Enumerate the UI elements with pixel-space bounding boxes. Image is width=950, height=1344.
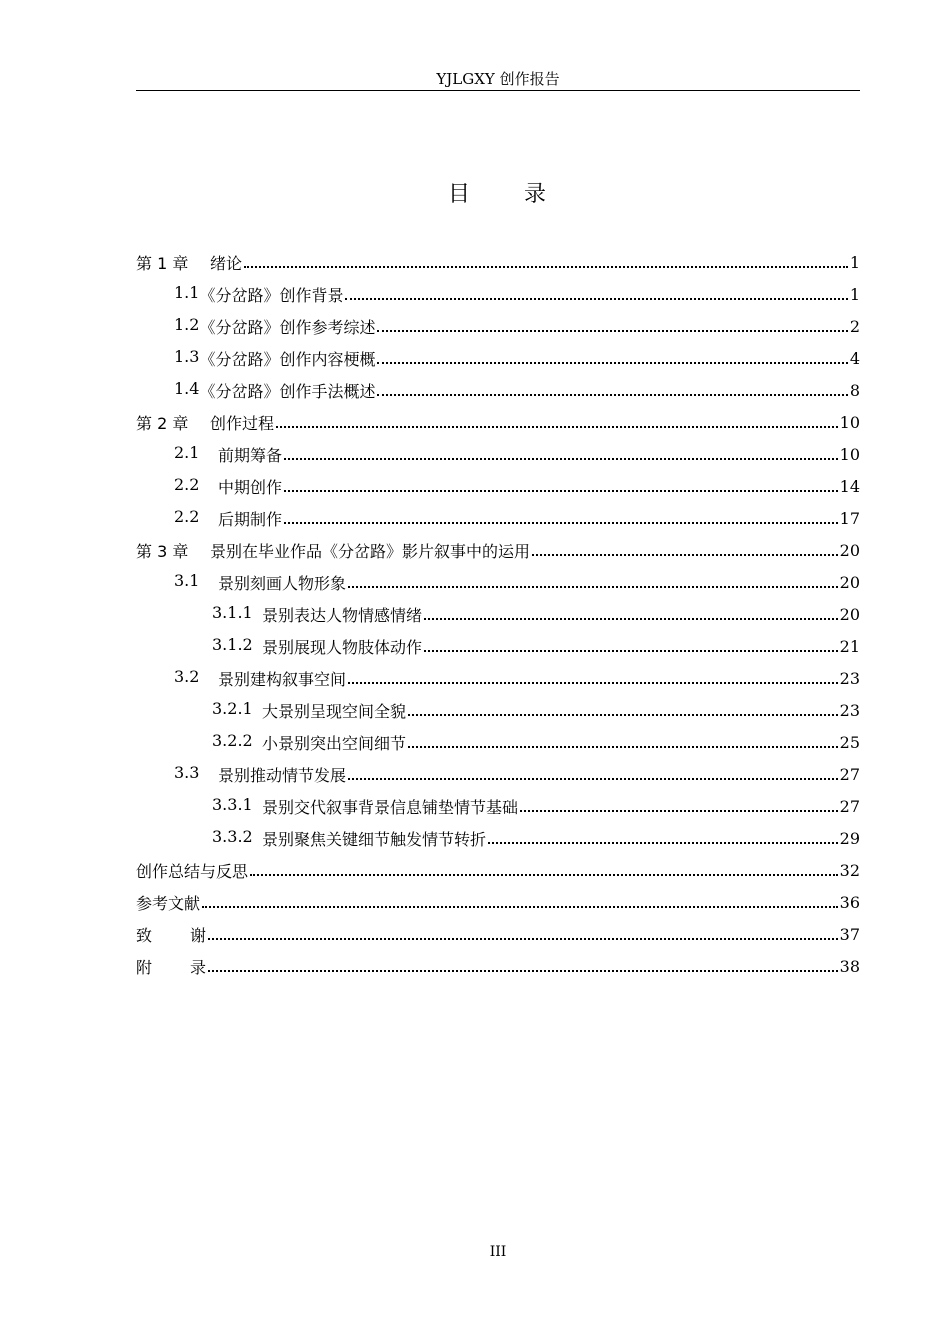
toc-entry-2-2-post[interactable]: [136, 502, 860, 534]
footer-page-number: III: [489, 1244, 507, 1260]
toc-entry-1-1[interactable]: [136, 278, 860, 310]
toc-number: 3.2.2: [212, 730, 253, 750]
toc-page: 23: [839, 700, 860, 720]
toc-entry-chapter-2[interactable]: [136, 406, 860, 438]
toc-page: 1: [849, 284, 860, 304]
toc-number: 2.1: [174, 442, 200, 462]
toc-text: 后期制作: [218, 509, 283, 529]
toc-leader: [488, 828, 838, 848]
toc-page: 20: [839, 604, 860, 624]
toc-text-right: 谢: [190, 925, 207, 945]
page-footer: [136, 1244, 860, 1260]
toc-entry-3-1[interactable]: [136, 566, 860, 598]
toc-text: 《分岔路》创作背景: [199, 285, 344, 305]
toc-entry-1-2[interactable]: [136, 310, 860, 342]
toc-page: 8: [849, 380, 860, 400]
toc-text-right: 录: [190, 957, 207, 977]
toc-text: 创作过程: [210, 413, 275, 433]
toc-entry-3-2-2[interactable]: [136, 726, 860, 758]
page-header: [136, 68, 860, 91]
header-text: YJLGXY 创作报告: [436, 70, 560, 88]
toc-leader: [284, 444, 838, 464]
toc-leader: [284, 476, 838, 496]
toc-number: 3.3: [174, 762, 200, 782]
toc-leader: [532, 540, 838, 560]
toc-number: 第 2 章: [136, 413, 189, 433]
toc-entry-3-1-1[interactable]: [136, 598, 860, 630]
toc-number: 1.3: [174, 346, 200, 366]
toc-text: 《分岔路》创作手法概述: [199, 381, 376, 401]
toc-leader: [202, 892, 838, 912]
toc-page: 37: [839, 924, 860, 944]
toc-page: 2: [849, 316, 860, 336]
toc-number: 2.2: [174, 474, 200, 494]
toc-number: 1.4: [174, 378, 200, 398]
toc-number: 3.2.1: [212, 698, 253, 718]
toc-leader: [250, 860, 838, 880]
toc-page: 32: [839, 860, 860, 880]
toc-leader: [520, 796, 838, 816]
toc-page: 10: [839, 444, 860, 464]
toc-text: 景别推动情节发展: [218, 765, 347, 785]
toc-leader: [284, 508, 838, 528]
table-of-contents: [136, 246, 860, 982]
toc-leader: [208, 956, 838, 976]
toc-entry-3-3-2[interactable]: [136, 822, 860, 854]
toc-entry-3-1-2[interactable]: [136, 630, 860, 662]
toc-number: 第 3 章: [136, 541, 189, 561]
toc-leader: [208, 924, 838, 944]
title-right: 录: [524, 182, 549, 207]
toc-text: 参考文献: [136, 893, 201, 913]
toc-text: 中期创作: [218, 477, 283, 497]
toc-text: 景别聚焦关键细节触发情节转折: [262, 829, 487, 849]
toc-entry-1-3[interactable]: [136, 342, 860, 374]
toc-number: 3.3.1: [212, 794, 253, 814]
toc-page: 10: [839, 412, 860, 432]
toc-leader: [345, 284, 847, 304]
toc-text: 《分岔路》创作内容梗概: [199, 349, 376, 369]
toc-page: 29: [839, 828, 860, 848]
toc-entry-2-1[interactable]: [136, 438, 860, 470]
toc-page: 36: [839, 892, 860, 912]
toc-text: 前期筹备: [218, 445, 283, 465]
toc-number: 3.2: [174, 666, 200, 686]
toc-number: 1.1: [174, 282, 200, 302]
toc-entry-acknowledgements[interactable]: [136, 918, 860, 950]
toc-leader: [408, 732, 838, 752]
toc-text: 景别交代叙事背景信息铺垫情节基础: [262, 797, 519, 817]
toc-page: 20: [839, 572, 860, 592]
toc-leader: [276, 412, 838, 432]
toc-entry-summary[interactable]: [136, 854, 860, 886]
toc-leader: [408, 700, 838, 720]
toc-page: 38: [839, 956, 860, 976]
toc-page: 4: [849, 348, 860, 368]
toc-entry-references[interactable]: [136, 886, 860, 918]
toc-text: 景别在毕业作品《分岔路》影片叙事中的运用: [210, 541, 531, 561]
toc-leader: [377, 316, 847, 336]
toc-text: 景别建构叙事空间: [218, 669, 347, 689]
toc-entry-2-2-mid[interactable]: [136, 470, 860, 502]
page-title: [136, 178, 860, 212]
toc-leader: [424, 636, 838, 656]
toc-leader: [424, 604, 838, 624]
toc-leader: [377, 348, 847, 368]
toc-entry-appendix[interactable]: [136, 950, 860, 982]
toc-entry-3-3[interactable]: [136, 758, 860, 790]
toc-number: 3.3.2: [212, 826, 253, 846]
toc-entry-3-2[interactable]: [136, 662, 860, 694]
toc-number: 3.1.1: [212, 602, 253, 622]
toc-number: 1.2: [174, 314, 200, 334]
toc-entry-1-4[interactable]: [136, 374, 860, 406]
toc-number: 第 1 章: [136, 253, 189, 273]
toc-leader: [348, 764, 838, 784]
toc-number: 3.1.2: [212, 634, 253, 654]
toc-page: 27: [839, 764, 860, 784]
toc-entry-chapter-1[interactable]: [136, 246, 860, 278]
toc-text: 景别表达人物情感情绪: [262, 605, 423, 625]
toc-page: 20: [839, 540, 860, 560]
toc-page: 17: [839, 508, 860, 528]
toc-page: 14: [839, 476, 860, 496]
toc-text: 创作总结与反思: [136, 861, 249, 881]
toc-page: 27: [839, 796, 860, 816]
toc-leader: [348, 668, 838, 688]
toc-leader: [244, 252, 848, 272]
toc-text-left: 附: [136, 957, 153, 977]
toc-entry-chapter-3[interactable]: [136, 534, 860, 566]
toc-page: 25: [839, 732, 860, 752]
toc-page: 21: [839, 636, 860, 656]
toc-text-left: 致: [136, 925, 153, 945]
toc-number: 3.1: [174, 570, 200, 590]
toc-text: 《分岔路》创作参考综述: [199, 317, 376, 337]
toc-entry-3-2-1[interactable]: [136, 694, 860, 726]
toc-leader: [348, 572, 838, 592]
toc-text: 景别刻画人物形象: [218, 573, 347, 593]
toc-text: 绪论: [210, 253, 243, 273]
toc-text: 大景别呈现空间全貌: [262, 701, 407, 721]
toc-leader: [377, 380, 847, 400]
toc-page: 23: [839, 668, 860, 688]
toc-text: 景别展现人物肢体动作: [262, 637, 423, 657]
toc-page: 1: [849, 252, 860, 272]
toc-number: 2.2: [174, 506, 200, 526]
toc-text: 小景别突出空间细节: [262, 733, 407, 753]
title-left: 目: [447, 182, 472, 207]
toc-entry-3-3-1[interactable]: [136, 790, 860, 822]
